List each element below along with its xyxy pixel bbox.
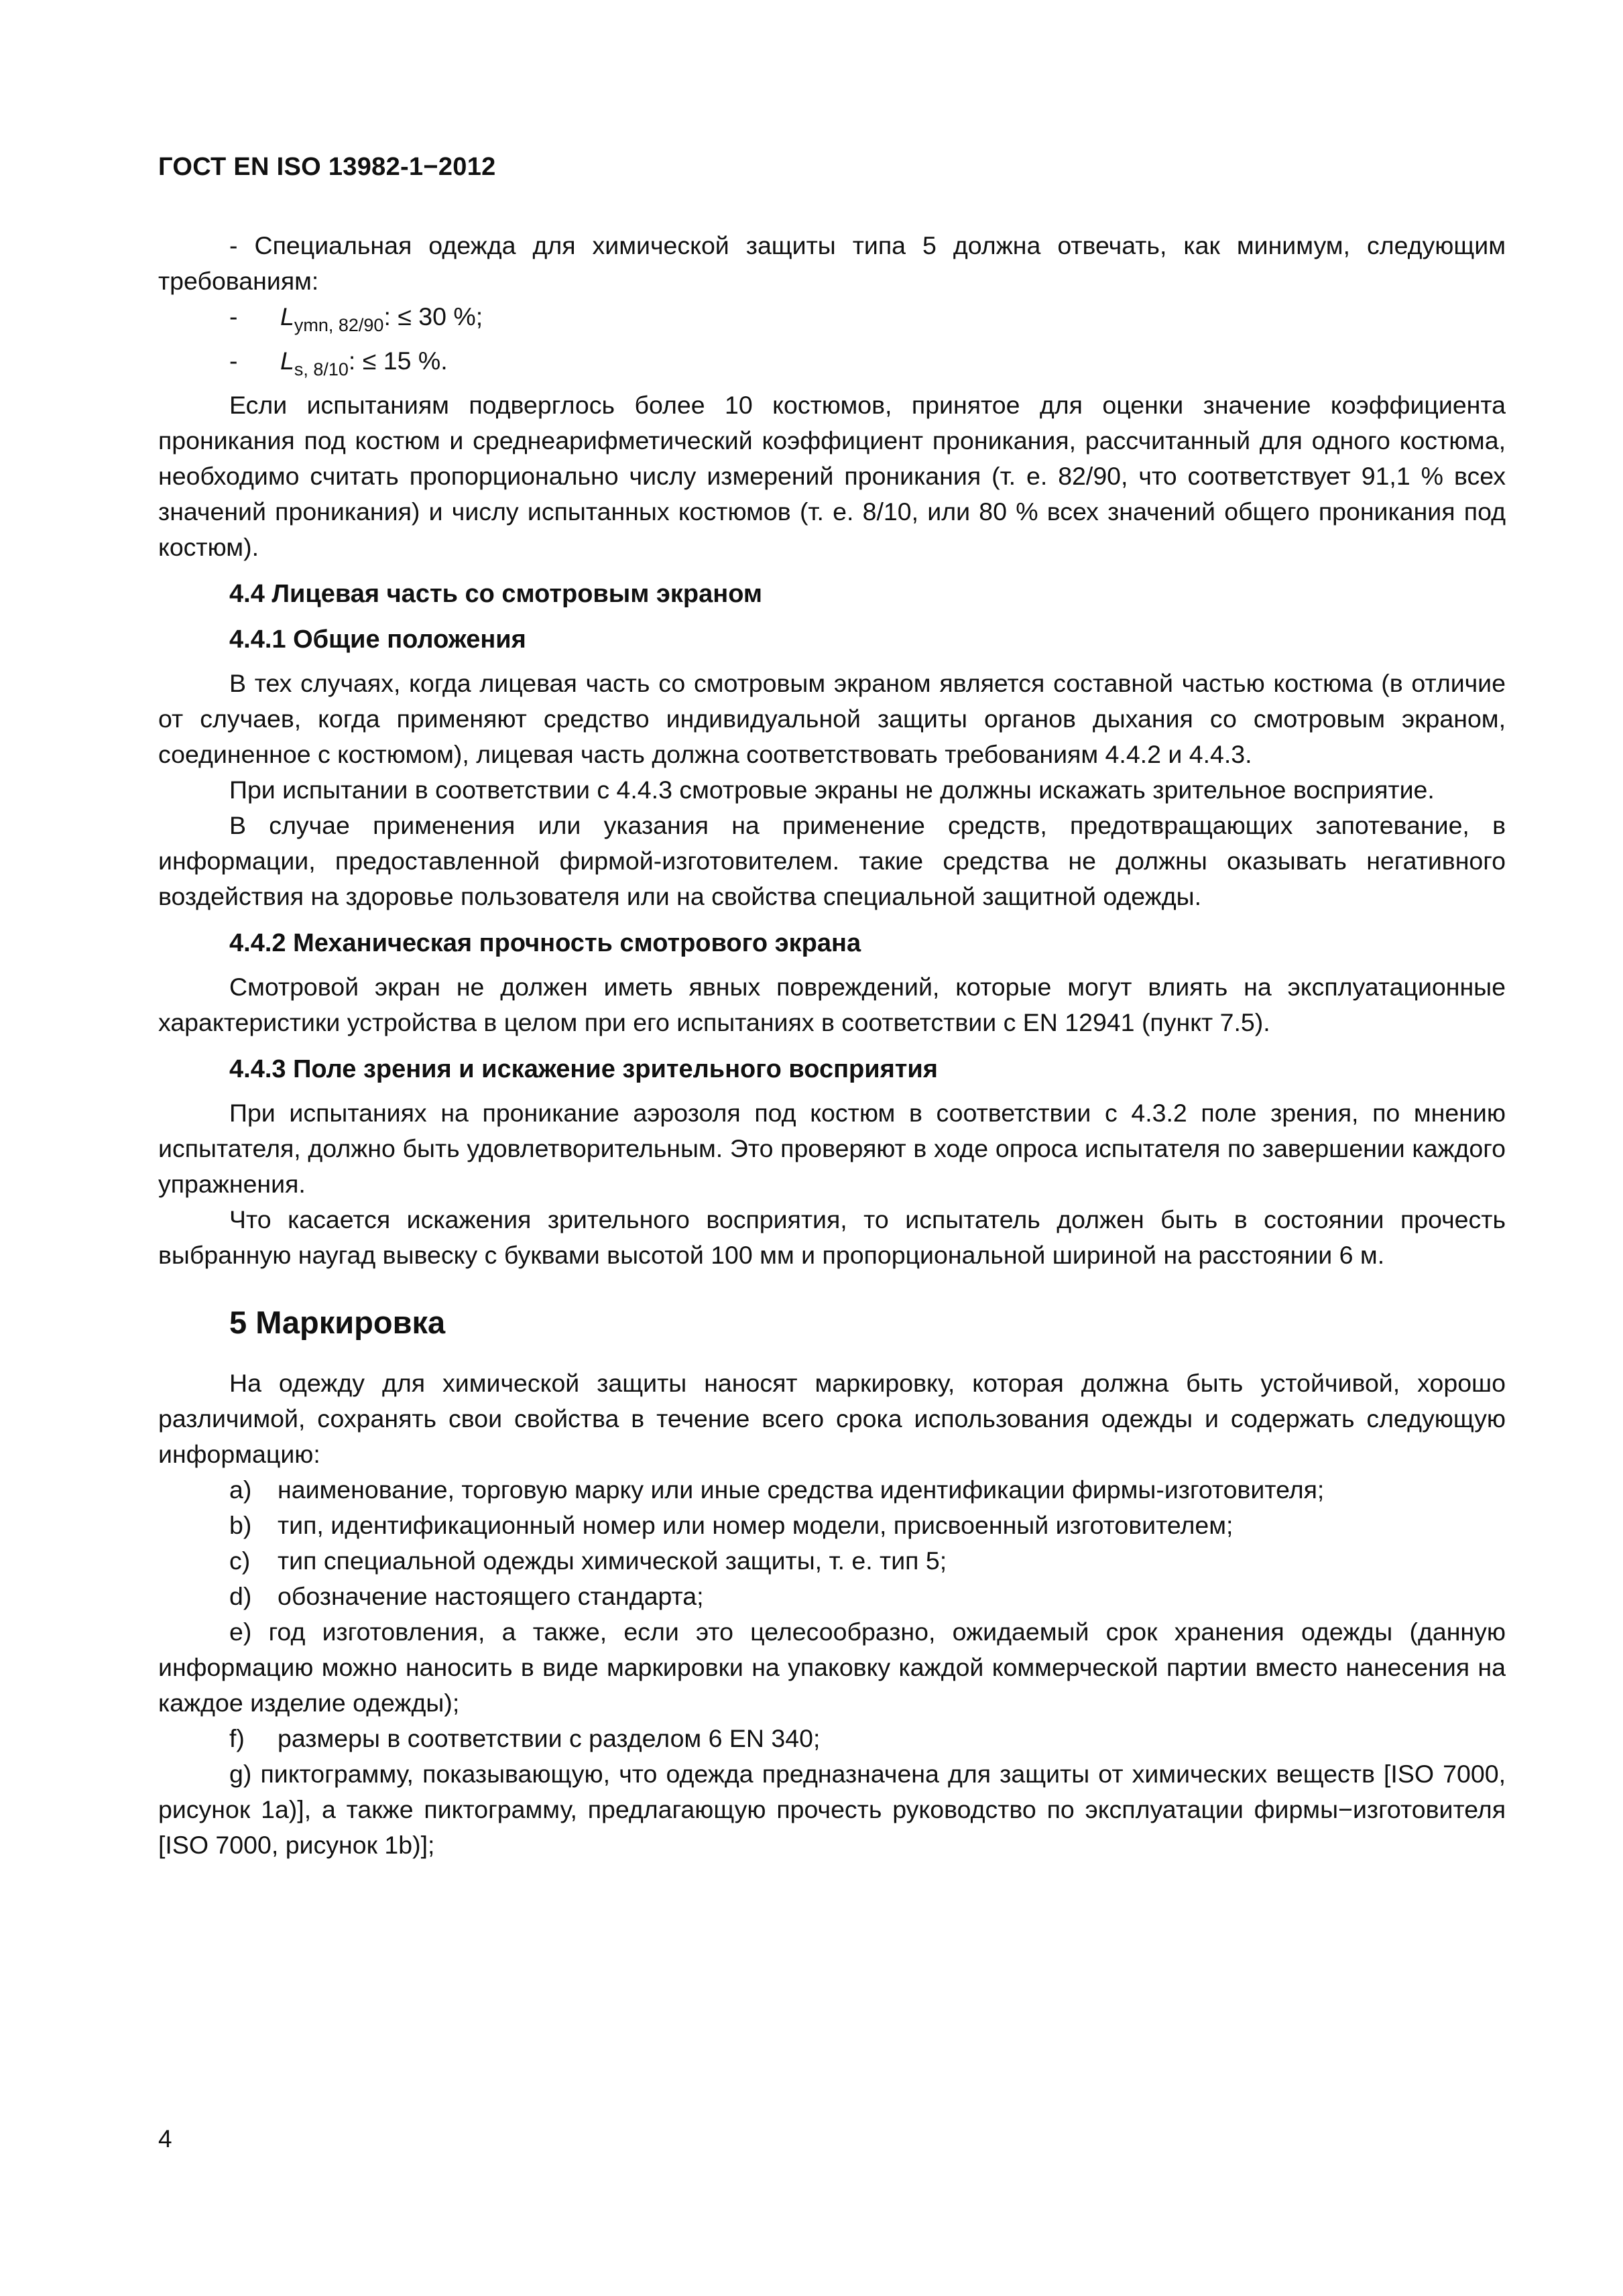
section-paragraph: Смотровой экран не должен иметь явных повреждений, которые могут влиять на эксплуатационные характеристики устройства в целом при его испытаниях в соответствии с EN 12941 (пункт 7.5). (158, 973, 1506, 1036)
document-body (158, 228, 1506, 1863)
requirement-dash: - (229, 347, 238, 375)
subsection-heading: 4.4.3 Поле зрения и искажение зрительного восприятия (229, 1055, 938, 1083)
requirement-variable: L (280, 347, 294, 375)
requirement-value: : ≤ 30 %; (383, 302, 483, 330)
list-item-paragraph: е) год изготовления, а также, если это целесообразно, ожидаемый срок хранения одежды (данную информацию можно наносить в виде маркировки на упаковку каждой коммерческой партии вместо нанесения на каждое изделие одежды); (158, 1618, 1506, 1717)
list-marker: a) (229, 1475, 252, 1504)
section-paragraph: Что касается искажения зрительного восприятия, то испытатель должен быть в состоянии прочесть выбранную наугад вывеску с буквами высотой 100 мм и пропорциональной шириной на расстоянии 6 м. (158, 1205, 1506, 1269)
list-item-text: тип, идентификационный номер или номер модели, присвоенный изготовителем; (278, 1511, 1234, 1539)
document-header: ГОСТ EN ISO 13982-1−2012 (158, 153, 496, 181)
section-paragraph: В случае применения или указания на применение средств, предотвращающих запотевание, в информации, предоставленной фирмой-изготовителем. такие средства не должны оказывать негативного воздействия на здоровье пользователя или на свойства специальной защитной одежды. (158, 811, 1506, 910)
requirement-dash: - (229, 302, 238, 330)
list-item (158, 1472, 1506, 1508)
list-marker: f) (229, 1724, 245, 1752)
list-item-text: размеры в соответствии с разделом 6 EN 340; (278, 1724, 821, 1752)
intro-paragraph: - Специальная одежда для химической защиты типа 5 должна отвечать, как минимум, следующим требованиям: (158, 231, 1506, 295)
requirement-line (229, 299, 1506, 343)
requirement-value: : ≤ 15 %. (348, 347, 448, 375)
section-paragraph: На одежду для химической защиты наносят маркировку, которая должна быть устойчивой, хорошо различимой, сохранять свои свойства в течение всего срока использования одежды и содержать следующую информацию: (158, 1369, 1506, 1468)
list-item (158, 1579, 1506, 1614)
requirement-line (229, 343, 1506, 387)
list-marker: d) (229, 1582, 252, 1610)
list-item-text: обозначение настоящего стандарта; (278, 1582, 704, 1610)
list-item (158, 1543, 1506, 1579)
requirement-subscript: ymn, 82/90 (294, 315, 384, 335)
list-item-text: наименование, торговую марку или иные средства идентификации фирмы-изготовителя; (278, 1475, 1325, 1504)
section-paragraph: При испытаниях на проникание аэрозоля под костюм в соответствии с 4.3.2 поле зрения, по мнению испытателя, должно быть удовлетворительным. Это проверяют в ходе опроса испытателя по завершении каждого упражнения. (158, 1099, 1506, 1198)
list-marker: b) (229, 1511, 252, 1539)
list-item (158, 1508, 1506, 1543)
list-item-text: тип специальной одежды химической защиты, т. е. тип 5; (278, 1547, 947, 1575)
section-heading: 4.4 Лицевая часть со смотровым экраном (229, 580, 763, 608)
subsection-heading: 4.4.1 Общие положения (229, 625, 526, 654)
requirement-variable: L (280, 302, 294, 330)
chapter-heading: 5 Маркировка (229, 1305, 446, 1340)
section-paragraph: В тех случаях, когда лицевая часть со смотровым экраном является составной частью костюма (в отличие от случаев, когда применяют средство индивидуальной защиты органов дыхания со смотровым экраном, соединенное с костюмом), лицевая часть должна соответствовать требованиям 4.4.2 и 4.4.3. (158, 669, 1506, 768)
requirement-subscript: s, 8/10 (294, 359, 349, 379)
intro-paragraph: Если испытаниям подверглось более 10 костюмов, принятое для оценки значение коэффициента проникания под костюм и среднеарифметический коэффициент проникания, рассчитанный для одного костюма, необходимо считать пропорционально числу измерений проникания (т. е. 82/90, что соответствует 91,1 % всех значений проникания) и числу испытанных костюмов (т. е. 8/10, или 80 % всех значений общего проникания под костюм). (158, 391, 1506, 561)
subsection-heading: 4.4.2 Механическая прочность смотрового экрана (229, 929, 861, 957)
list-marker: c) (229, 1547, 251, 1575)
page-number: 4 (158, 2125, 172, 2153)
list-item-paragraph: g) пиктограмму, показывающую, что одежда предназначена для защиты от химических веществ [ISO 7000, рисунок 1а)], а также пиктограмму, предлагающую прочесть руководство по эксплуатации фирмы−изготовителя [ISO 7000, рисунок 1b)]; (158, 1760, 1506, 1859)
list-item (158, 1721, 1506, 1756)
section-paragraph: При испытании в соответствии с 4.4.3 смотровые экраны не должны искажать зрительное восприятие. (229, 776, 1435, 804)
document-page (158, 0, 1506, 2296)
